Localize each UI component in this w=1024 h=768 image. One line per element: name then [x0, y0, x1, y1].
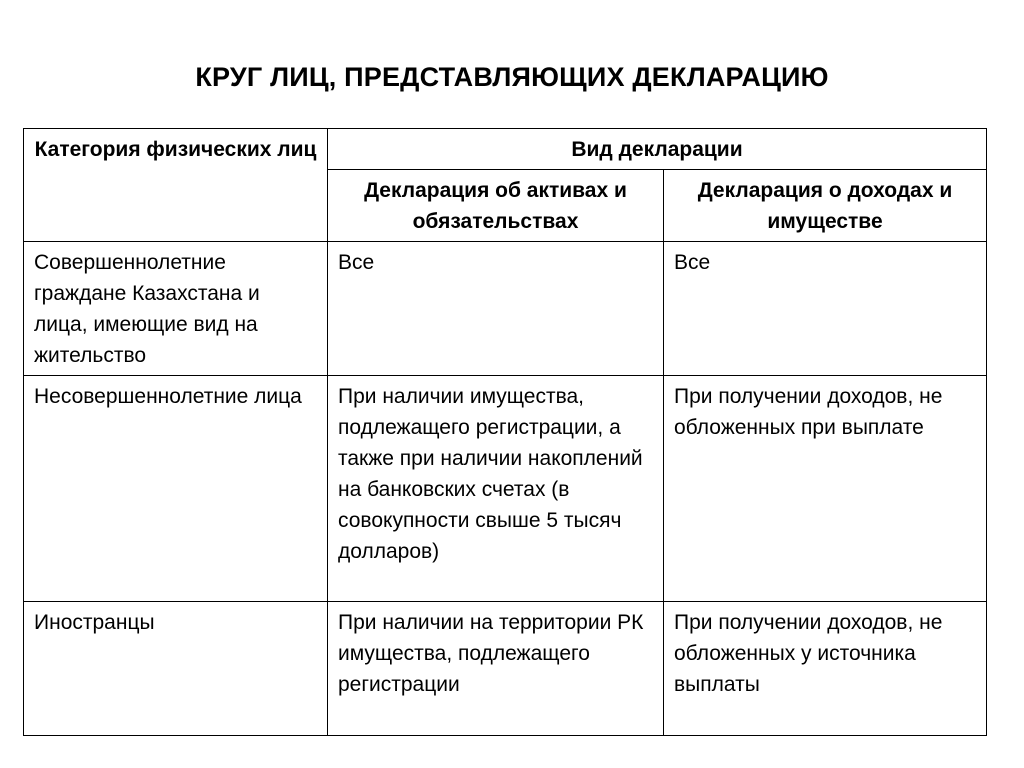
table-row	[24, 242, 987, 376]
cell-assets: При наличии имущества, подлежащего регистрации, а также при наличии накоплений на банковских счетах (в совокупности свыше 5 тысяч долларов)	[328, 376, 664, 602]
header-income-declaration: Декларация о доходах и имуществе	[664, 170, 987, 242]
declaration-table	[23, 128, 987, 736]
table-row	[24, 602, 987, 736]
page-title: КРУГ ЛИЦ, ПРЕДСТАВЛЯЮЩИХ ДЕКЛАРАЦИЮ	[195, 62, 829, 92]
cell-assets: При наличии на территории РК имущества, подлежащего регистрации	[328, 602, 664, 736]
header-assets-declaration: Декларация об активах и обязательствах	[328, 170, 664, 242]
table-row	[24, 376, 987, 602]
header-declaration-type: Вид декларации	[328, 129, 987, 170]
cell-category: Иностранцы	[24, 602, 328, 736]
cell-income: Все	[664, 242, 987, 376]
cell-category: Несовершеннолетние лица	[24, 376, 328, 602]
header-category: Категория физических лиц	[24, 129, 328, 242]
cell-income: При получении доходов, не обложенных при выплате	[664, 376, 987, 602]
cell-assets: Все	[328, 242, 664, 376]
cell-category: Совершеннолетние граждане Казахстана и лица, имеющие вид на жительство	[24, 242, 328, 376]
cell-income: При получении доходов, не обложенных у источника выплаты	[664, 602, 987, 736]
table-header-row	[24, 129, 987, 170]
